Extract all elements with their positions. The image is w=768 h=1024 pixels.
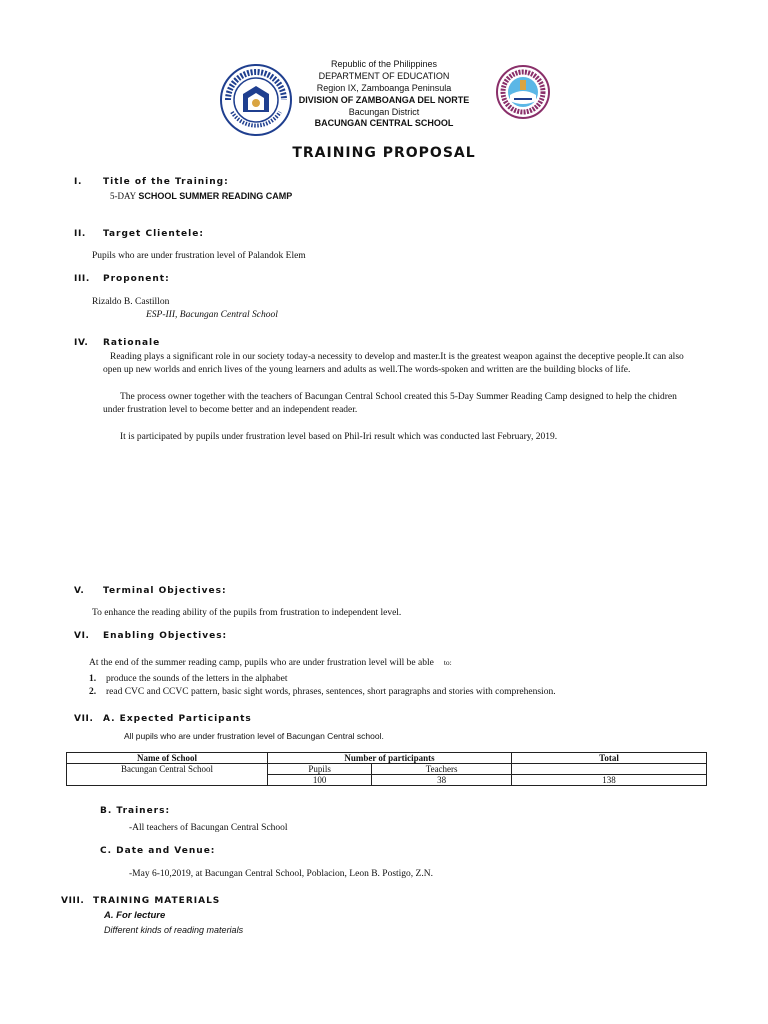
section-8-title: TRAINING MATERIALS: [93, 896, 221, 906]
section-1-number: I.: [74, 177, 82, 187]
training-title-prefix: 5-DAY: [110, 191, 137, 201]
section-5-title: Terminal Objectives:: [103, 586, 227, 596]
cell-teachers-count: 38: [372, 775, 512, 786]
rationale-p3: It is participated by pupils under frustration level based on Phil-Iri result which was conducted last February, 2019.: [120, 432, 558, 442]
table-subheader-row: [67, 764, 707, 775]
date-venue-text: -May 6-10,2019, at Bacungan Central School, Poblacion, Leon B. Postigo, Z.N.: [129, 869, 433, 879]
section-7-number: VII.: [74, 714, 94, 724]
terminal-objective-text: To enhance the reading ability of the pupils from frustration to independent level.: [92, 608, 402, 618]
section-6-title: Enabling Objectives:: [103, 631, 228, 641]
lecture-materials-text: Different kinds of reading materials: [104, 925, 244, 935]
header-school: BACUNGAN CENTRAL SCHOOL: [314, 118, 454, 128]
header-republic: Republic of the Philippines: [330, 59, 438, 69]
header-region: Region IX, Zamboanga Peninsula: [316, 83, 452, 93]
document-title: TRAINING PROPOSAL: [292, 145, 476, 161]
enabling-item-2-number: 2.: [89, 687, 97, 697]
cell-total-count: 138: [512, 775, 707, 786]
section-4-title: Rationale: [103, 338, 161, 348]
header-district: Bacungan District: [348, 107, 420, 117]
enabling-objectives-intro: [89, 652, 452, 670]
trainers-text: -All teachers of Bacungan Central School: [129, 823, 288, 833]
rationale-p2-line2: under frustration level to become better and an independent reader.: [103, 405, 358, 415]
trainers-title: B. Trainers:: [100, 806, 171, 816]
training-title-rest: SCHOOL SUMMER READING CAMP: [138, 191, 293, 201]
section-3-title: Proponent:: [103, 274, 170, 284]
header-total: Total: [512, 753, 707, 764]
section-5-number: V.: [74, 586, 85, 596]
section-4-number: IV.: [74, 338, 89, 348]
enabling-intro-text: At the end of the summer reading camp, pupils who are under frustration level will be able: [89, 658, 434, 668]
training-title: [110, 191, 292, 201]
rationale-p1-line2: open up new worlds and enrich lives of the young learners and adults as well.The words-spoken and written are the building blocks of life.: [103, 365, 631, 375]
cell-empty: [512, 764, 707, 775]
table-header-row: [67, 753, 707, 764]
rationale-p1-line1: Reading plays a significant role in our society today-a necessity to develop and master.It is the greatest weapon against the deceptive people.It can also: [110, 352, 684, 362]
section-2-title: Target Clientele:: [103, 229, 204, 239]
enabling-intro-to: to:: [443, 658, 452, 667]
participants-table: [66, 752, 707, 786]
cell-pupils-count: 100: [268, 775, 372, 786]
header-division: DIVISION OF ZAMBOANGA DEL NORTE: [298, 95, 470, 105]
header-name-of-school: Name of School: [67, 753, 268, 764]
enabling-item-2-text: read CVC and CCVC pattern, basic sight words, phrases, sentences, short paragraphs and stories with comprehension.: [106, 687, 556, 697]
section-8-number: VIII.: [61, 896, 85, 906]
lecture-title: A. For lecture: [104, 910, 166, 921]
enabling-item-1-text: produce the sounds of the letters in the alphabet: [106, 674, 288, 684]
subheader-pupils: Pupils: [268, 764, 372, 775]
proponent-position: ESP-III, Bacungan Central School: [146, 310, 278, 320]
section-3-number: III.: [74, 274, 90, 284]
section-7-title: A. Expected Participants: [103, 714, 252, 724]
section-2-number: II.: [74, 229, 86, 239]
date-venue-title: C. Date and Venue:: [100, 846, 216, 856]
proponent-name: Rizaldo B. Castillon: [92, 297, 170, 307]
header-number-of-participants: Number of participants: [268, 753, 512, 764]
rationale-p2-line1: The process owner together with the teachers of Bacungan Central School created this 5-Day Summer Reading Camp designed to help the chidren: [120, 392, 677, 402]
header-department: DEPARTMENT OF EDUCATION: [318, 71, 450, 81]
target-clientele-text: Pupils who are under frustration level of Palandok Elem: [92, 251, 306, 261]
cell-school-name: Bacungan Central School: [67, 764, 268, 786]
section-1-title: Title of the Training:: [103, 177, 229, 187]
expected-participants-subtitle: All pupils who are under frustration level of Bacungan Central school.: [124, 731, 384, 741]
subheader-teachers: Teachers: [372, 764, 512, 775]
section-6-number: VI.: [74, 631, 90, 641]
enabling-item-1-number: 1.: [89, 674, 97, 684]
